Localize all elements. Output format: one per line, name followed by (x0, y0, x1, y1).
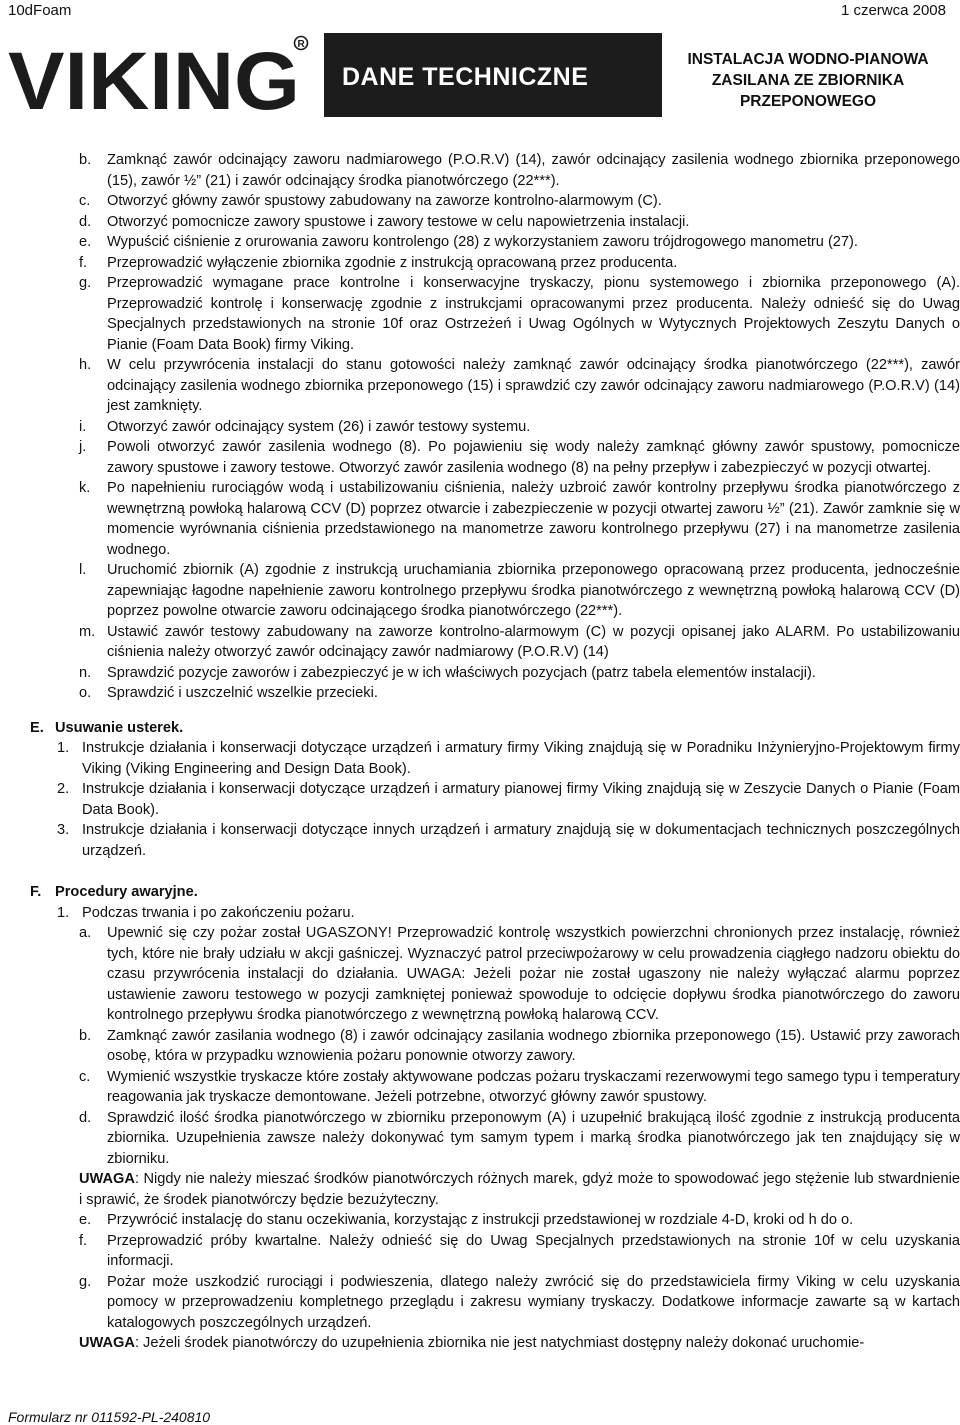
svg-text:VIKING: VIKING (8, 36, 300, 117)
section-heading-e: E. Usuwanie usterek. (30, 719, 184, 736)
list-item: d. Sprawdzić ilość środka pianotwórczego w zbiorniku przeponowym (A) i uzupełnić brakującą ilość zgodnie z instrukcją producenta zbiornika. Uzupełnienia zawsze należy dokonywać tym samym typem i marką środka pianotwórczego jak ten znajdujący się w zbiorniku. (79, 1109, 960, 1167)
step-item: e. Wypuścić ciśnienie z orurowania zaworu kontrolengo (28) z wykorzystaniem zaworu trójdrogowego manometru (27). (79, 234, 858, 250)
page-header-line (8, 2, 946, 24)
document-title: INSTALACJA WODNO-PIANOWA ZASILANA ZE ZBIORNIKA PRZEPONOWEGO (687, 51, 929, 110)
step-item: o. Sprawdzić i uszczelnić wszelkie przecieki. (79, 685, 378, 701)
step-item: h. W celu przywrócenia instalacji do stanu gotowości należy zamknąć zawór odcinający środka pianotwórczego (22***), zawór odcinający zasilenia wodnego zbiornika przeponowego (15) i sprawdzić czy zawór odcinający zaworu nadmiarowego (P.O.R.V) (14) jest zamknięty. (79, 357, 960, 414)
list-item: a. Upewnić się czy pożar został UGASZONY! Przeprowadzić kontrolę wszystkich powierzchni chronionych przez instalację, również tych, które nie brały udziału w akcji gaśniczej. Wyznaczyć patrol przeciwpożarowy w celu prowadzenia ciągłego nadzoru obiektu do czasu przywrócenia instalacji do działania. UWAGA: Jeżeli pożar nie został ugaszony nie należy wyłączać alarmu poprzez ustawienie zaworu testowego w pozycji zamkniętej ponieważ spowoduje to odcięcie dopływu środka pianotwórczego do zaworu kontrolnego przepływu środka pianotwórczego z wewnętrzną powłoką halarową CCV. (79, 925, 960, 1023)
section-label-box (324, 33, 662, 117)
step-item: k. Po napełnieniu rurociągów wodą i ustabilizowaniu ciśnienia, należy uzbroić zawór kontrolny przepływu środka pianotwórczego z wewnętrzną powłoką halarową CCV (D) poprzez otwarcie i zabezpieczenie w pozycji otwartej zaworu ½” (21). Zawór zamknie się w momencie wyrównania ciśnienia przedstawionego na manometrze zaworu kontrolnego przepływu (27) i na manometrze zasilenia wodnego. (79, 480, 960, 558)
list-item: 3. Instrukcje działania i konserwacji dotyczące innych urządzeń i armatury znajdują się w dokumentacjach technicznych poszczególnych urządzeń. (57, 822, 960, 859)
list-item: b. Zamknąć zawór zasilania wodnego (8) i zawór odcinający zasilania wodnego zbiornika przeponowego (15). Ustawić przy zaworach osobę, która w przypadku wznowienia pożaru ponownie otworzy zawory. (79, 1027, 960, 1064)
step-item: g. Przeprowadzić wymagane prace kontrolne i konserwacyjne tryskaczy, pionu systemowego i zbiornika przeponowego (A). Przeprowadzić kontrolę i konserwację zgodnie z instrukcjami opracowanymi przez producenta. Należy odnieść się do Uwag Specjalnych przedstawionych na stronie 10f oraz Ostrzeżeń i Uwag Ogólnych w Wytycznych Projektowych Zeszytu Danych o Pianie (Foam Data Book) firmy Viking. (79, 275, 960, 353)
step-item: f. Przeprowadzić wyłączenie zbiornika zgodnie z instrukcją opracowaną przez producenta. (79, 254, 678, 271)
svg-text:R: R (297, 39, 305, 50)
step-item: b. Zamknąć zawór odcinający zaworu nadmiarowego (P.O.R.V) (14), zawór odcinający zasilenia wodnego zbiornika przeponowego (15), zawór ½” (21) i zawór odcinający środka pianotwórczego (22***). (79, 152, 960, 189)
header-banner (8, 29, 958, 121)
warning-note: UWAGA: Nigdy nie należy mieszać środków pianotwórczych różnych marek, gdyż może to spowodować jego stężenie lub stwardnienie i sprawić, że środek pianotwórczy będzie bezużyteczny. (79, 1171, 960, 1208)
section-label: DANE TECHNICZNE (342, 63, 589, 91)
list-item: e. Przywrócić instalację do stanu oczekiwania, korzystając z instrukcji przedstawionej w rozdziale 4-D, kroki od h do o. (79, 1212, 854, 1228)
step-item: j. Powoli otworzyć zawór zasilenia wodnego (8). Po pojawieniu się wody należy zamknąć główny zawór spustowy, pomocnicze zawory spustowe i zawory testowe. Otworzyć zawór zasilenia wodnego (8) na pełny przepływ i zabezpieczyć w pozycji otwartej. (79, 439, 960, 476)
step-item: d. Otworzyć pomocnicze zawory spustowe i zawory testowe w celu napowietrzenia instalacji. (79, 213, 690, 230)
list-item: 2. Instrukcje działania i konserwacji dotyczące urządzeń i armatury pianowej firmy Viking znajdują się w Zeszycie Danych o Pianie (Foam Data Book). (57, 781, 960, 818)
step-item: c. Otworzyć główny zawór spustowy zabudowany na zaworze kontrolno-alarmowym (C). (79, 193, 662, 209)
step-item: m. Ustawić zawór testowy zabudowany na zaworze kontrolno-alarmowym (C) w pozycji opisanej jako ALARM. Po ustabilizowaniu ciśnienia należy otworzyć zawór odcinający zawór nadmiarowy (P.O.R.V) (14) (79, 623, 960, 660)
list-item: g. Pożar może uszkodzić rurociągi i podwieszenia, dlatego należy zwrócić się do przedstawiciela firmy Viking w celu uzyskania pomocy w przeprowadzeniu kompletnego przeglądu i zakresu wymiany tryskaczy. Dodatkowe informacje zawarte są w kartach katalogowych poszczególnych urządzeń. (79, 1273, 960, 1331)
warning-note: UWAGA: Jeżeli środek pianotwórczy do uzupełnienia zbiornika nie jest natychmiast dostępny należy dokonać uruchomie- (79, 1335, 865, 1351)
step-item: i. Otworzyć zawór odcinający system (26) i zawór testowy systemu. (79, 418, 531, 435)
doc-code: 10dFoam (8, 2, 72, 19)
main-content (30, 150, 960, 1354)
list-item: f. Przeprowadzić próby kwartalne. Należy odnieść się do Uwag Specjalnych przedstawionych na stronie 10f w celu uzyskania informacji. (79, 1232, 960, 1269)
list-item: c. Wymienić wszystkie tryskacze które zostały aktywowane podczas pożaru tryskaczami rezerwowymi tego samego typu i temperatury reagowania jak tryskacze demontowane. Jeżeli potrzebne, otworzyć główny zawór spustowy. (79, 1068, 960, 1105)
step-item: n. Sprawdzić pozycje zaworów i zabezpieczyć je w ich właściwych pozycjach (patrz tabela elementów instalacji). (79, 664, 816, 681)
list-item: 1. Instrukcje działania i konserwacji dotyczące urządzeń i armatury firmy Viking znajdują się w Poradniku Inżynieryjno-Projektowym firmy Viking (Viking Engineering and Design Data Book). (57, 740, 960, 777)
step-item: l. Uruchomić zbiornik (A) zgodnie z instrukcją uruchamiania zbiornika przeponowego opracowaną przez producenta, jednocześnie zapewniając łagodne napełnienie zaworu kontrolnego przepływu środka pianotwórczego z wewnętrzną powłoką halarową CCV (D) poprzez powolne otwarcie zaworu odcinającego środka pianotwórczego (22***). (79, 562, 960, 619)
form-number: Formularz nr 011592-PL-240810 (8, 1409, 211, 1425)
viking-logo (8, 35, 318, 117)
section-heading-f: F. Procedury awaryjne. (30, 884, 198, 900)
subsection-heading: 1. Podczas trwania i po zakończeniu pożaru. (57, 904, 355, 921)
doc-date: 1 czerwca 2008 (840, 2, 946, 19)
